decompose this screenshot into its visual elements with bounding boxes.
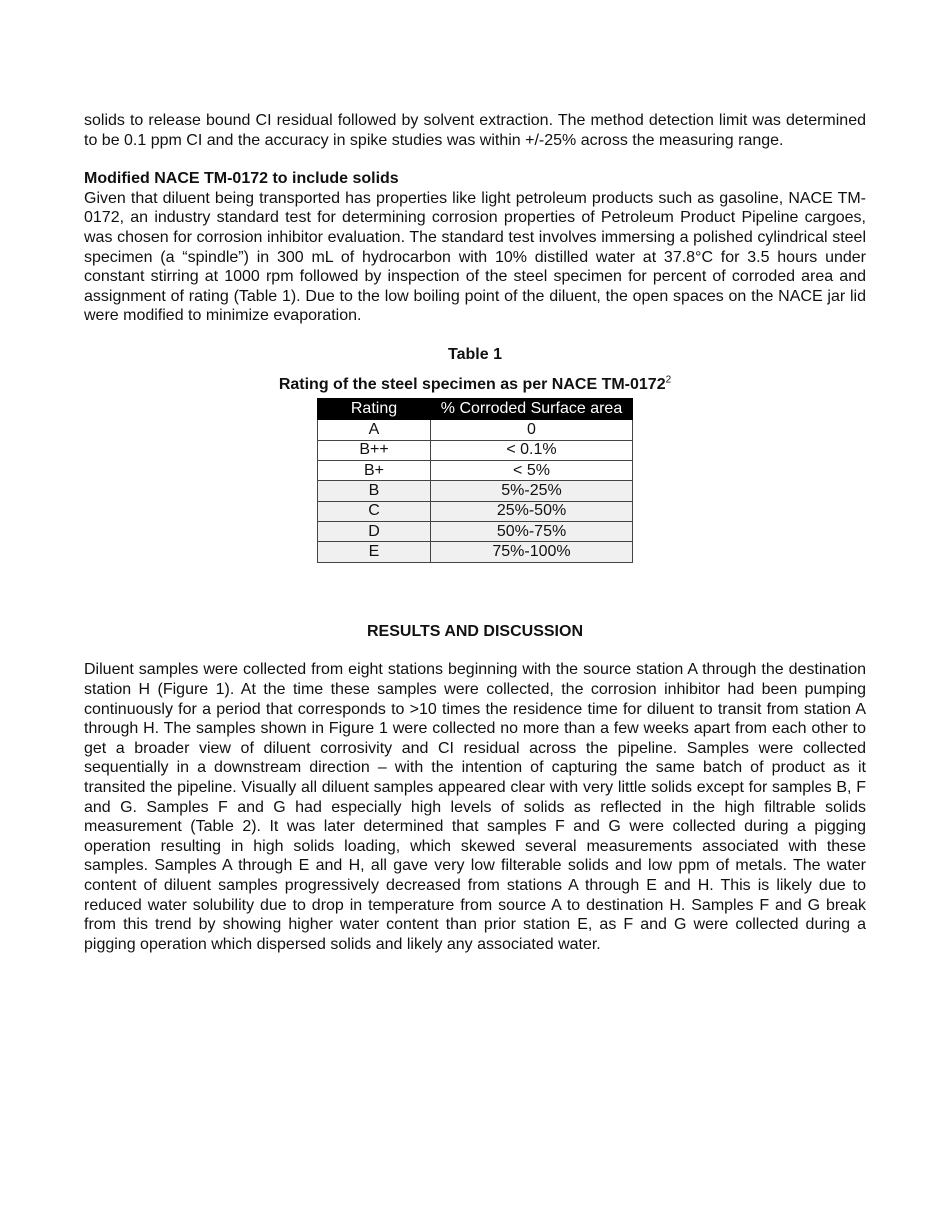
table-cell-rating: C <box>318 501 431 521</box>
table-row <box>318 460 633 480</box>
table-cell-rating: B <box>318 481 431 501</box>
table-cell-corroded-area: 50%-75% <box>431 522 633 542</box>
section-heading-results: RESULTS AND DISCUSSION <box>366 622 583 640</box>
section-heading-nace: Modified NACE TM-0172 to include solids <box>84 170 399 188</box>
table-cell-corroded-area: < 0.1% <box>431 440 633 460</box>
document-page <box>84 111 866 954</box>
table-row <box>318 522 633 542</box>
table-cell-rating: E <box>318 542 431 562</box>
table-caption-text: Rating of the steel specimen as per NACE TM-0172 <box>278 375 666 393</box>
table-cell-rating: D <box>318 522 431 542</box>
table-caption-reference: 2 <box>665 374 672 386</box>
table-cell-rating: B+ <box>318 460 431 480</box>
table-caption <box>84 375 866 395</box>
table-row <box>318 481 633 501</box>
paragraph-results: Diluent samples were collected from eight stations beginning with the source station A through the destination station H (Figure 1). At the time these samples were collected, the corrosion inhibitor had been pumping continuously for a period that corresponds to >10 times the residence time for diluent to transit from station A through H. The samples shown in Figure 1 were collected no more than a few weeks apart from each other to get a broader view of diluent corrosivity and CI residual across the pipeline. Samples were collected sequentially in a downstream direction – with the intention of capturing the same batch of product as it transited the pipeline. Visually all diluent samples appeared clear with very little solids except for samples B, F and G. Samples F and G had especially high levels of solids as reflected in the high filtrable solids measurement (Table 2). It was later determined that samples F and G were collected during a pigging operation resulting in high solids loading, which skewed several measurements associated with these samples. Samples A through E and H, all gave very low filterable solids and low ppm of metals. The water content of diluent samples progressively decreased from stations A through E and H. This is likely due to reduced water solubility due to drop in temperature from source A to destination H. Samples F and G break from this trend by showing higher water content than prior station E, as F and G were collected during a pigging operation which dispersed solids and likely any associated water. <box>84 661 866 953</box>
table-cell-rating: A <box>318 420 431 440</box>
table-cell-corroded-area: 5%-25% <box>431 481 633 501</box>
table-row <box>318 501 633 521</box>
paragraph-method-detection: solids to release bound CI residual followed by solvent extraction. The method detection limit was determined to be 0.1 ppm CI and the accuracy in spike studies was within +/-25% across the measuring range. <box>84 112 866 149</box>
table-cell-rating: B++ <box>318 440 431 460</box>
table-row <box>318 542 633 562</box>
paragraph-nace-test: Given that diluent being transported has properties like light petroleum products such as gasoline, NACE TM-0172, an industry standard test for determining corrosion properties of Petroleum Product Pipeline cargoes, was chosen for corrosion inhibitor evaluation. The standard test involves immersing a polished cylindrical steel specimen (a “spindle”) in 300 mL of hydrocarbon with 10% distilled water at 37.8°C for 3.5 hours under constant stirring at 1000 rpm followed by inspection of the steel specimen for percent of corroded area and assignment of rating (Table 1). Due to the low boiling point of the diluent, the open spaces on the NACE jar lid were modified to minimize evaporation. <box>84 189 866 325</box>
table-label: Table 1 <box>448 345 502 363</box>
table-container <box>84 398 866 563</box>
column-header-corroded-area: % Corroded Surface area <box>431 399 633 420</box>
table-cell-corroded-area: 25%-50% <box>431 501 633 521</box>
table-cell-corroded-area: 0 <box>431 420 633 440</box>
table-row <box>318 440 633 460</box>
table-cell-corroded-area: 75%-100% <box>431 542 633 562</box>
table-row <box>318 420 633 440</box>
table-header-row <box>318 399 633 420</box>
column-header-rating: Rating <box>318 399 431 420</box>
table-cell-corroded-area: < 5% <box>431 460 633 480</box>
rating-table <box>317 398 633 563</box>
